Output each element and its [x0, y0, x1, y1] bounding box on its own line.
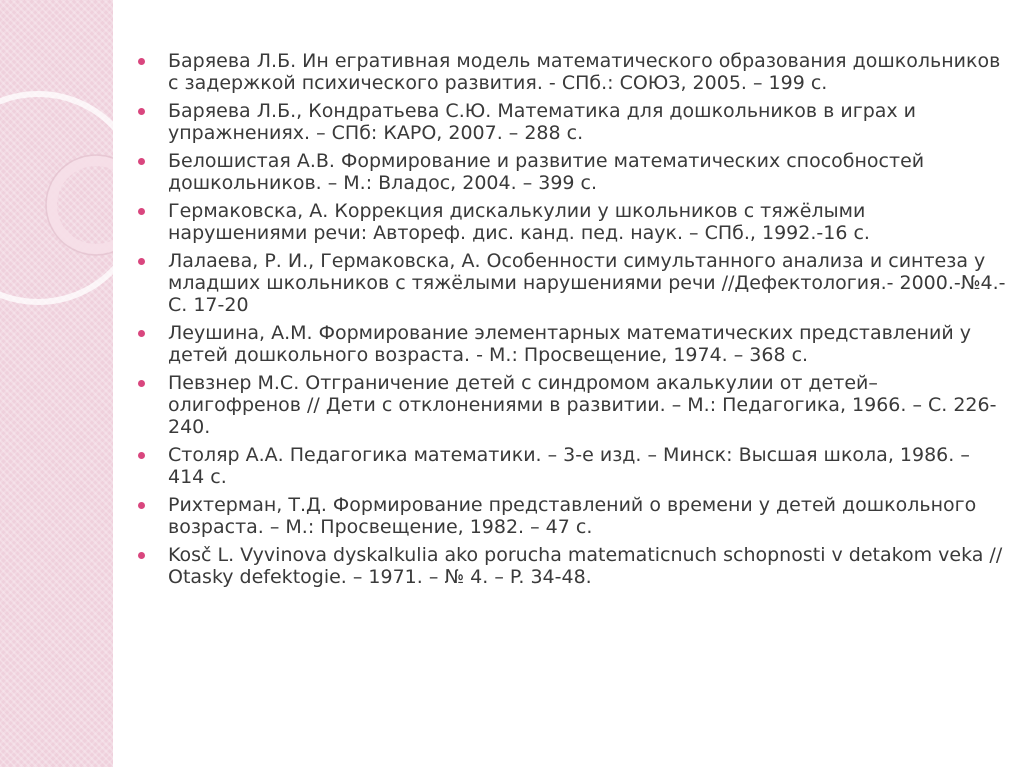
reference-text: Гермаковска, А. Коррекция дискалькулии у школьников с тяжёлыми нарушениями речи: Автореф. дис. канд. пед. наук. – СПб., 1992.-16 с.	[168, 200, 870, 244]
reference-text: Баряева Л.Б. Ин егративная модель математического образования дошкольников с задержкой психического развития. - СПб.: СОЮЗ, 2005. – 199 с.	[168, 50, 1001, 94]
reference-item	[138, 200, 1008, 244]
bullet-icon	[138, 208, 145, 215]
reference-text: Леушина, А.М. Формирование элементарных математических представлений у детей дошкольного возраста. - М.: Просвещение, 1974. – 368 с.	[168, 322, 972, 366]
reference-item	[138, 372, 1008, 438]
bullet-icon	[138, 502, 145, 509]
reference-item	[138, 150, 1008, 194]
bullet-icon	[138, 330, 145, 337]
bullet-icon	[138, 452, 145, 459]
reference-item	[138, 494, 1008, 538]
reference-text: Лалаева, Р. И., Гермаковска, А. Особенности симультанного анализа и синтеза у младших школьников с тяжёлыми нарушениями речи //Дефектология.- 2000.-№4.-С. 17-20	[168, 250, 1006, 316]
reference-text: Певзнер М.С. Отграничение детей с синдромом акалькулии от детей–олигофренов // Дети с отклонениями в развитии. – М.: Педагогика, 1966. – С. 226-240.	[168, 372, 997, 438]
reference-text: Баряева Л.Б., Кондратьева С.Ю. Математика для дошкольников в играх и упражнениях. – СПб: КАРО, 2007. – 288 с.	[168, 100, 917, 144]
bullet-icon	[138, 108, 145, 115]
reference-item	[138, 322, 1008, 366]
reference-item	[138, 250, 1008, 316]
bullet-icon	[138, 58, 145, 65]
bullet-icon	[138, 552, 145, 559]
reference-text: Рихтерман, Т.Д. Формирование представлений о времени у детей дошкольного возраста. – М.: Просвещение, 1982. – 47 с.	[168, 494, 977, 538]
reference-item	[138, 50, 1008, 94]
decorative-side-band	[0, 0, 114, 767]
bullet-icon	[138, 158, 145, 165]
reference-text: Столяр А.А. Педагогика математики. – 3-е изд. – Минск: Высшая школа, 1986. – 414 с.	[168, 444, 970, 488]
reference-item	[138, 544, 1008, 588]
reference-item	[138, 444, 1008, 488]
reference-list	[138, 50, 1008, 594]
reference-text: Kosč L. Vyvinova dyskalkulia ako porucha matematicnuch schopnosti v detakom veka // Otasky defektogie. – 1971. – № 4. – P. 34-48.	[168, 544, 1003, 588]
reference-text: Белошистая А.В. Формирование и развитие математических способностей дошкольников. – М.: Владос, 2004. – 399 с.	[168, 150, 925, 194]
reference-item	[138, 100, 1008, 144]
bullet-icon	[138, 380, 145, 387]
bullet-icon	[138, 258, 145, 265]
